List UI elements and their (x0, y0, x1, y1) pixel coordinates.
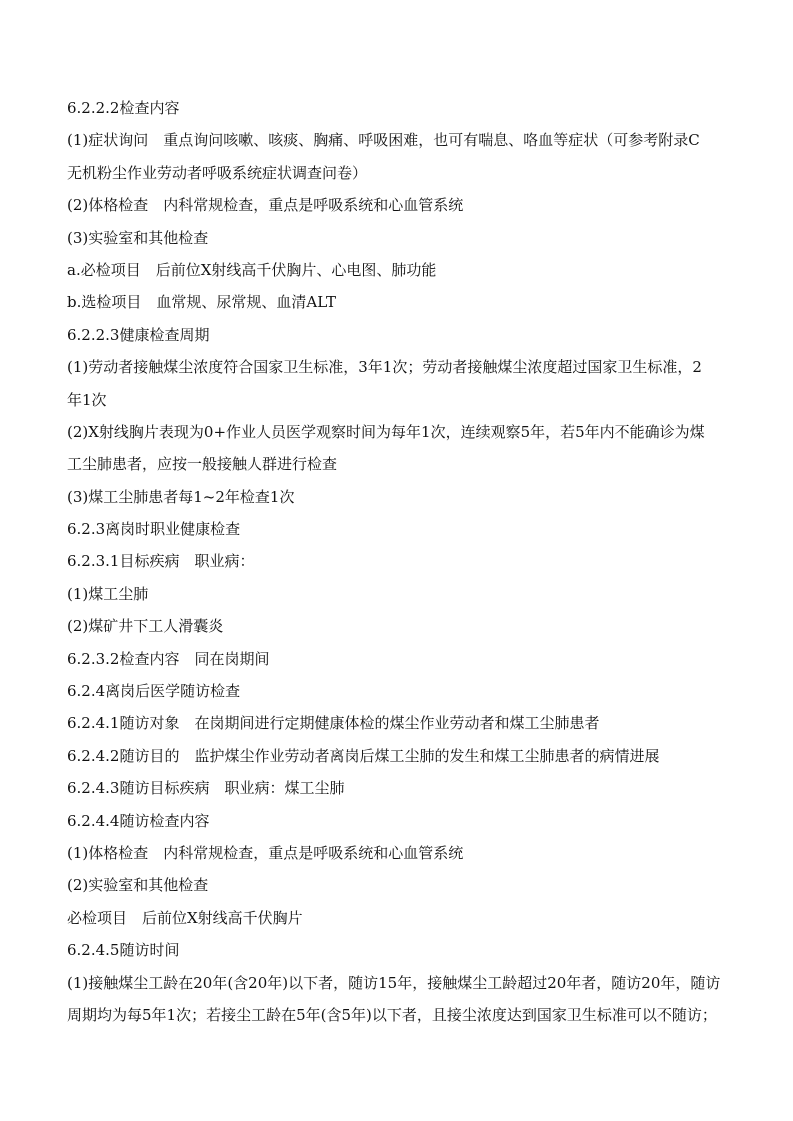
section-heading: 6.2.4.4随访检查内容 (67, 811, 210, 830)
paragraph-line: (3)煤工尘肺患者每1~2年检查1次 (67, 487, 295, 506)
paragraph-line: (2)体格检查 内科常规检查，重点是呼吸系统和心血管系统 (67, 196, 464, 215)
paragraph-line: 6.2.4.1随访对象 在岗期间进行定期健康体检的煤尘作业劳动者和煤工尘肺患者 (67, 714, 600, 733)
paragraph-line: 6.2.3.2检查内容 同在岗期间 (67, 649, 270, 668)
paragraph-line: (1)接触煤尘工龄在20年(含20年)以下者，随访15年，接触煤尘工龄超过20年者，随访20年，随访 (67, 973, 721, 992)
paragraph-line: b.选检项目 血常规、尿常规、血清ALT (67, 293, 336, 312)
paragraph-line: (2)实验室和其他检查 (67, 876, 209, 895)
paragraph-line: 必检项目 后前位X射线高千伏胸片 (67, 908, 303, 927)
paragraph-line: (1)症状询问 重点询问咳嗽、咳痰、胸痛、呼吸困难，也可有喘息、咯血等症状（可参考附录C (67, 131, 700, 150)
paragraph-line: (2)煤矿井下工人滑囊炎 (67, 617, 224, 636)
paragraph-line: 6.2.3.1目标疾病 职业病： (67, 552, 255, 571)
section-heading: 6.2.2.2检查内容 (67, 99, 180, 117)
section-heading: 6.2.4.5随访时间 (67, 941, 180, 960)
paragraph-line: 工尘肺患者，应按一般接触人群进行检查 (67, 455, 338, 474)
paragraph-line: (1)煤工尘肺 (67, 584, 149, 603)
section-heading: 6.2.2.3健康检查周期 (67, 325, 210, 344)
paragraph-line: 周期均为每5年1次；若接尘工龄在5年(含5年)以下者，且接尘浓度达到国家卫生标准可以不随访； (67, 1005, 717, 1024)
paragraph-line: 6.2.4.2随访目的 监护煤尘作业劳动者离岗后煤工尘肺的发生和煤工尘肺患者的病情进展 (67, 746, 660, 765)
paragraph-line: 年1次 (67, 390, 107, 409)
paragraph-line: (2)X射线胸片表现为0+作业人员医学观察时间为每年1次，连续观察5年，若5年内不能确诊为煤 (67, 422, 705, 441)
paragraph-line: (1)体格检查 内科常规检查，重点是呼吸系统和心血管系统 (67, 843, 464, 862)
section-heading: 6.2.3离岗时职业健康检查 (67, 520, 241, 539)
section-heading: 6.2.4离岗后医学随访检查 (67, 682, 241, 701)
paragraph-line: (3)实验室和其他检查 (67, 228, 209, 247)
paragraph-line: 6.2.4.3随访目标疾病 职业病：煤工尘肺 (67, 779, 345, 798)
paragraph-line: a.必检项目 后前位X射线高千伏胸片、心电图、肺功能 (67, 260, 437, 279)
document-body (67, 92, 735, 1031)
paragraph-line: 无机粉尘作业劳动者呼吸系统症状调查问卷） (67, 163, 368, 182)
paragraph-line: (1)劳动者接触煤尘浓度符合国家卫生标准，3年1次；劳动者接触煤尘浓度超过国家卫生标准，2 (67, 358, 702, 377)
